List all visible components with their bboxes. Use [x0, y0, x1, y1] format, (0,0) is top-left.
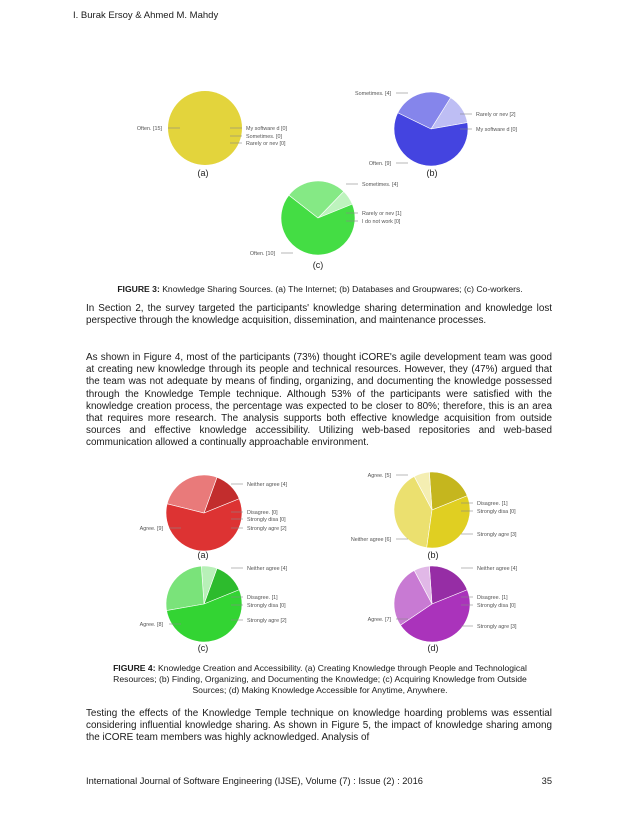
pie-chart-4c [140, 566, 288, 653]
f4b-label-0: Agree. [5] [367, 473, 391, 479]
f3a-sublabel: (a) [197, 168, 209, 178]
f3a-label-3: Rarely or nev [0] [246, 141, 286, 147]
f4d-sublabel: (d) [427, 643, 439, 653]
f4a-label-2: Disagree. [0] [247, 510, 278, 516]
pie-chart-4a [140, 475, 288, 560]
f4c-label-4: Strongly agre [2] [247, 618, 287, 624]
paragraph-3: Testing the effects of the Knowledge Temple technique on knowledge hoarding problems was essential considering influential knowledge sharing. As shown in Figure 5, the impact of knowledge sharing among the iCORE team members was highly acknowledged. Analysis of [86, 708, 552, 744]
f4b-label-2: Disagree. [1] [477, 501, 508, 507]
f4d-label-4: Strongly agre [3] [477, 624, 517, 630]
page-footer [86, 776, 552, 786]
f4b-label-3: Strongly disa [0] [477, 509, 516, 515]
figure-3-caption-text: Knowledge Sharing Sources. (a) The Internet; (b) Databases and Groupwares; (c) Co-workers. [159, 284, 523, 294]
f4b-label-4: Strongly agre [3] [477, 532, 517, 538]
paragraph-2: As shown in Figure 4, most of the participants (73%) thought iCORE's agile development team was good at creating new knowledge through its people and technical resources. However, they (47%) argued that the team was not adequate by means of finding, organizing, and documenting the knowledge possessed through the Knowledge Temple technique. Although 53% of the participants were satisfied with the knowledge creation process, the percentage was expected to be closer to 80%; therefore, this is an area that requires more research. The analysis supports both effective knowledge acquisition from outside sources and effective knowledge accessibility. Utilizing web-based repositories and web-based communication allowed a continually approachable environment. [86, 352, 552, 449]
f4c-sublabel: (c) [197, 643, 209, 653]
figure-3-caption-label: FIGURE 3: [117, 284, 160, 294]
f4c-slice-1 [166, 566, 204, 611]
paragraph-1: In Section 2, the survey targeted the participants' knowledge sharing determination and knowledge lost perspective through the knowledge acquisition, dissemination, and maintenance processes. [86, 303, 552, 327]
f3a-label-1: My software d [0] [246, 126, 288, 132]
f4a-label-4: Strongly agre [2] [247, 526, 287, 532]
pie-chart-4d [368, 566, 518, 653]
running-header: I. Burak Ersoy & Ahmed M. Mahdy [73, 10, 219, 21]
f4b-sublabel: (b) [427, 550, 439, 560]
f4a-label-0: Agree. [9] [139, 526, 163, 532]
f3a-label-2: Sometimes. [0] [246, 134, 282, 140]
f4d-label-1: Neither agree [4] [477, 566, 518, 572]
f3b-label-3: My software d [0] [476, 127, 518, 133]
f3c-sublabel: (c) [312, 260, 324, 270]
f3c-label-1: Sometimes. [4] [362, 182, 398, 188]
f3a-label-0: Often. [15] [136, 126, 162, 132]
f4d-label-0: Agree. [7] [367, 617, 391, 623]
f3b-label-2: Rarely or nev [2] [476, 112, 516, 118]
f4a-sublabel: (a) [197, 550, 209, 560]
f4c-label-0: Agree. [8] [139, 622, 163, 628]
f4d-label-2: Disagree. [1] [477, 595, 508, 601]
f4a-label-1: Neither agree [4] [247, 482, 288, 488]
f4d-label-3: Strongly disa [0] [477, 603, 516, 609]
figure-4-caption [100, 663, 540, 696]
f4c-label-2: Disagree. [1] [247, 595, 278, 601]
f4c-label-1: Neither agree [4] [247, 566, 288, 572]
f4c-label-3: Strongly disa [0] [247, 603, 286, 609]
f3c-label-3: I do not work [0] [362, 219, 401, 225]
f3b-label-1: Sometimes. [4] [355, 91, 391, 97]
journal-info: International Journal of Software Engineering (IJSE), Volume (7) : Issue (2) : 2016 [86, 776, 423, 786]
f3b-label-0: Often. [9] [368, 161, 391, 167]
f4a-label-3: Strongly disa [0] [247, 517, 286, 523]
figure-4-caption-text: Knowledge Creation and Accessibility. (a) Creating Knowledge through People and Technological Resources; (b) Finding, Organizing, and Documenting the Knowledge; (c) Acquiring Knowledge from Outside Sources; (d) Making Knowledge Accessible for Anytime, Anywhere. [113, 663, 527, 695]
page-number: 35 [541, 776, 552, 786]
f3c-label-2: Rarely or nev [1] [362, 211, 402, 217]
f4b-label-1: Neither agree [6] [350, 537, 391, 543]
f3c-label-0: Often. [10] [249, 251, 275, 257]
pie-chart-4b [351, 472, 517, 560]
figure-4-caption-label: FIGURE 4: [113, 663, 156, 673]
f3b-sublabel: (b) [426, 168, 438, 178]
